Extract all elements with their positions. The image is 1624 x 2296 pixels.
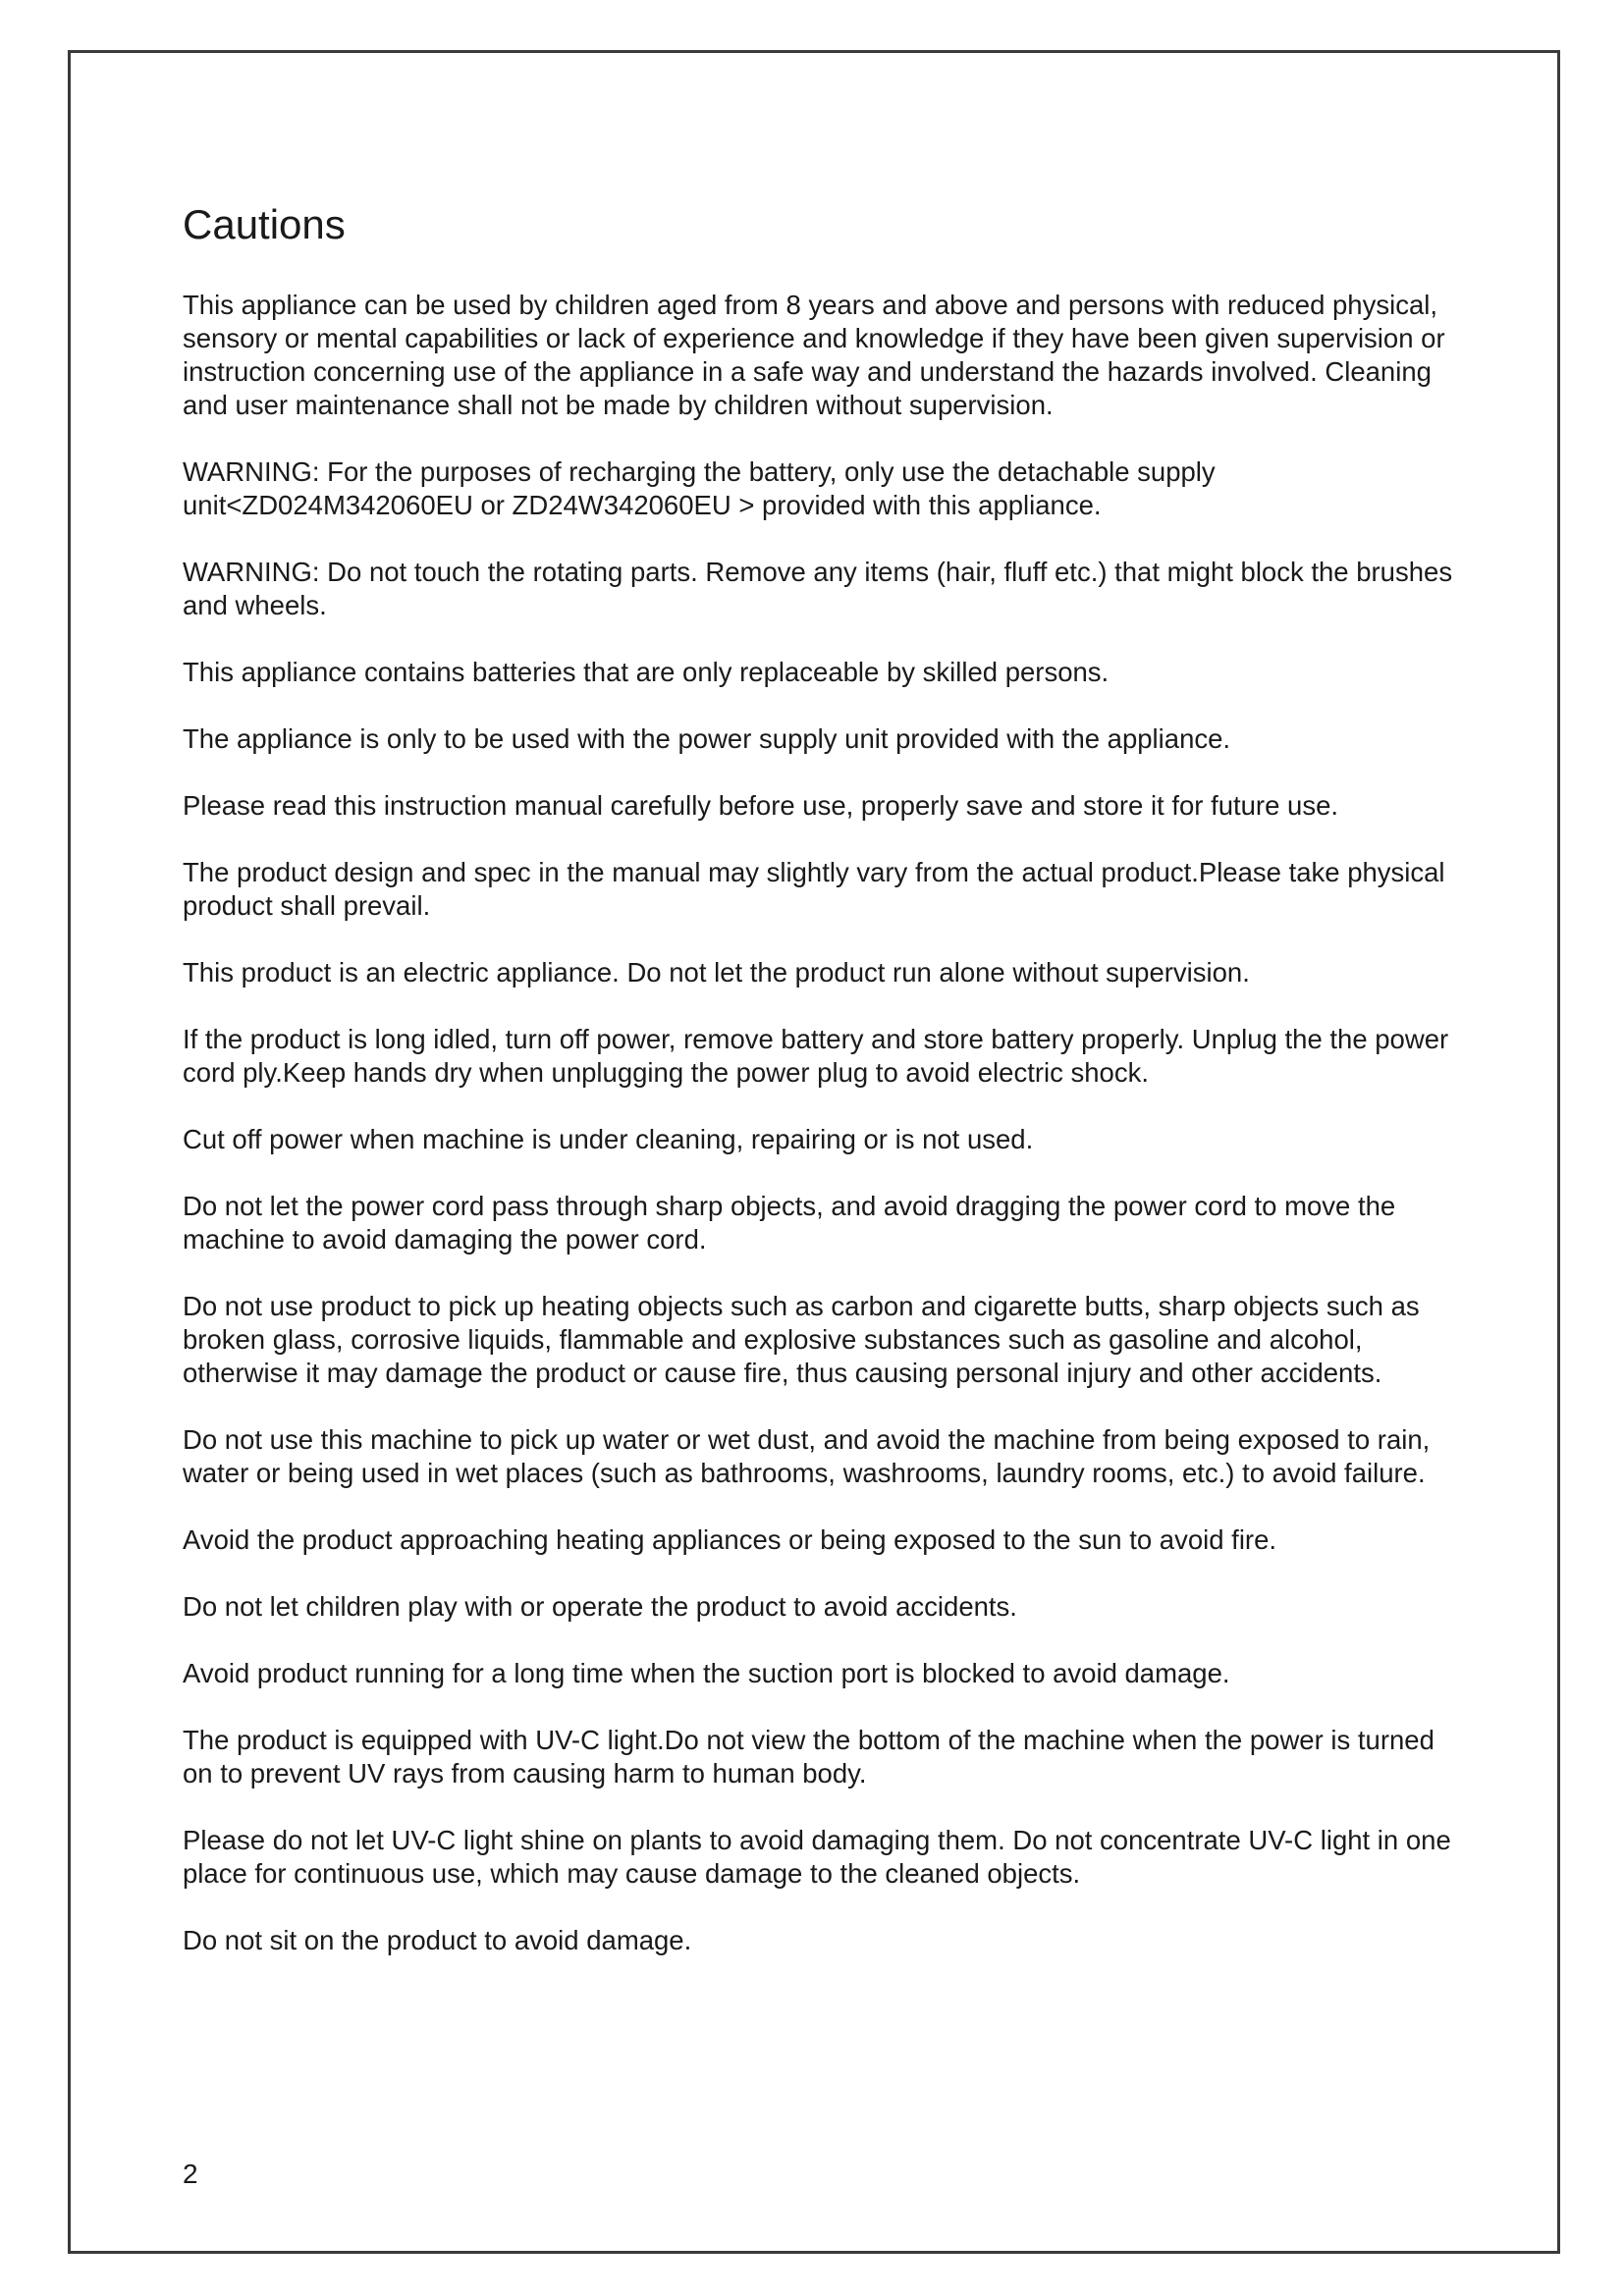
caution-paragraph: The product is equipped with UV-C light.Do not view the bottom of the machine when the power is turned on to prevent UV rays from causing harm to human body.	[183, 1725, 1435, 1789]
caution-paragraph: This appliance can be used by children aged from 8 years and above and persons with reduced physical, sensory or mental capabilities or lack of experience and knowledge if they have been given supervision or instruction concerning use of the appliance in a safe way and understand the hazards involved. Cleaning and user maintenance shall not be made by children without supervision.	[183, 290, 1445, 421]
caution-paragraph: Avoid product running for a long time when the suction port is blocked to avoid damage.	[183, 1658, 1230, 1689]
caution-paragraph: The product design and spec in the manual may slightly vary from the actual product.Please take physical product shall prevail.	[183, 857, 1445, 922]
page-number: 2	[183, 2159, 198, 2189]
caution-paragraph: Avoid the product approaching heating appliances or being exposed to the sun to avoid fire.	[183, 1524, 1277, 1556]
caution-paragraph: This product is an electric appliance. Do not let the product run alone without supervision.	[183, 957, 1250, 988]
caution-paragraph: Please do not let UV-C light shine on plants to avoid damaging them. Do not concentrate UV-C light in one place for continuous use, which may cause damage to the cleaned objects.	[183, 1825, 1451, 1890]
caution-paragraph: WARNING: For the purposes of recharging the battery, only use the detachable supply unit<ZD024M342060EU or ZD24W342060EU > provided with this appliance.	[183, 456, 1216, 521]
caution-paragraph: Cut off power when machine is under cleaning, repairing or is not used.	[183, 1124, 1034, 1155]
caution-paragraph: This appliance contains batteries that are only replaceable by skilled persons.	[183, 657, 1110, 688]
caution-paragraph: Please read this instruction manual carefully before use, properly save and store it for future use.	[183, 790, 1339, 822]
caution-paragraph: Do not let the power cord pass through sharp objects, and avoid dragging the power cord to move the machine to avoid damaging the power cord.	[183, 1191, 1396, 1255]
cautions-list	[183, 289, 1459, 1957]
cautions-section	[183, 200, 1459, 1991]
caution-paragraph: WARNING: Do not touch the rotating parts. Remove any items (hair, fluff etc.) that might block the brushes and wheels.	[183, 557, 1453, 621]
page-title: Cautions	[183, 201, 346, 247]
caution-paragraph: Do not sit on the product to avoid damage.	[183, 1925, 692, 1956]
caution-paragraph: Do not let children play with or operate the product to avoid accidents.	[183, 1591, 1017, 1623]
caution-paragraph: If the product is long idled, turn off power, remove battery and store battery properly. Unplug the the power cord ply.Keep hands dry when unplugging the power plug to avoid electric shock.	[183, 1024, 1449, 1089]
caution-paragraph: The appliance is only to be used with the power supply unit provided with the appliance.	[183, 723, 1231, 755]
caution-paragraph: Do not use this machine to pick up water or wet dust, and avoid the machine from being exposed to rain, water or being used in wet places (such as bathrooms, washrooms, laundry rooms, etc.) to avoid failure.	[183, 1424, 1431, 1489]
caution-paragraph: Do not use product to pick up heating objects such as carbon and cigarette butts, sharp objects such as broken glass, corrosive liquids, flammable and explosive substances such as gasoline and alcohol, otherwise it may damage the product or cause fire, thus causing personal injury and other accidents.	[183, 1291, 1420, 1389]
